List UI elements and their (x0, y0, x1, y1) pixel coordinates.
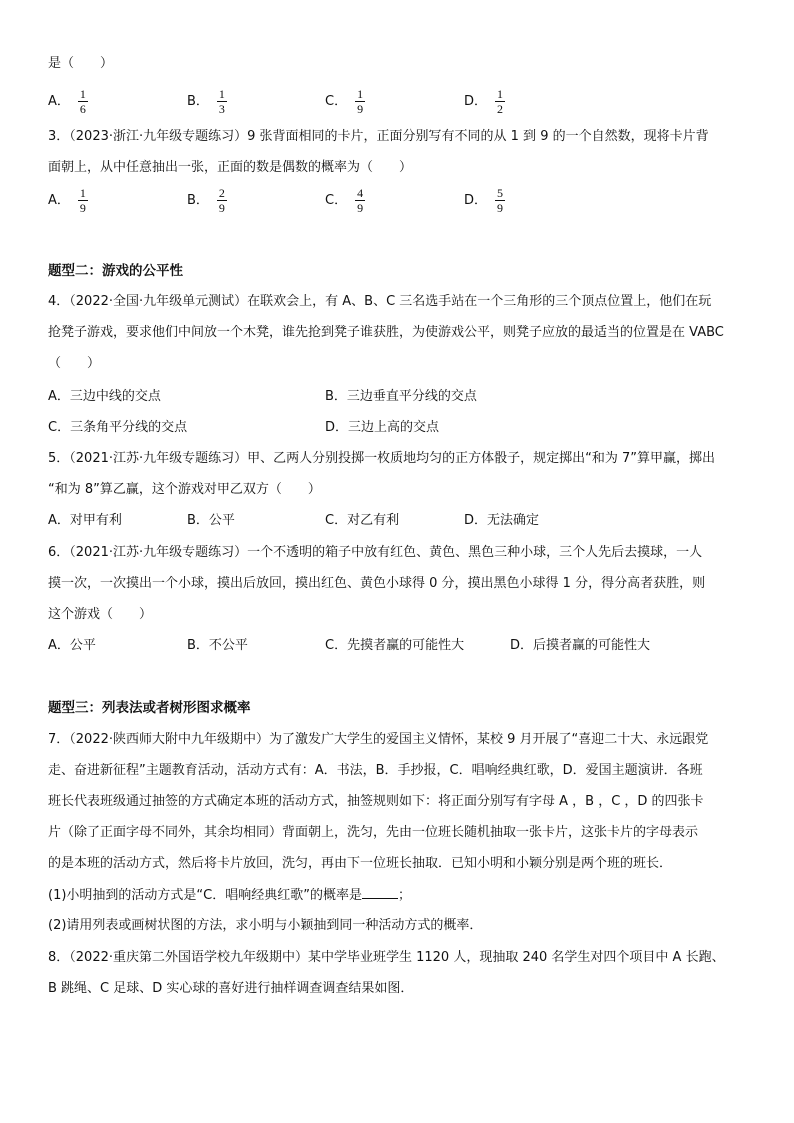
fraction: $\frac{4}{9}$ (357, 186, 364, 215)
q7-sub1-text: (1)小明抽到的活动方式是“C．唱响经典红歌”的概率是 (48, 888, 362, 903)
q6-option-b: B．不公平 (187, 638, 248, 653)
option-label: C． (325, 93, 348, 109)
q6-stem-line-2: 摸一次，一次摸出一个小球，摸出后放回，摸出红色、黄色小球得 0 分，摸出黑色小球得 1 分，得分高者获胜，则 (48, 576, 706, 591)
question-2-tail: 是（ ） (48, 56, 114, 71)
q4-stem-line-2: 抢凳子游戏，要求他们中间放一个木凳，谁先抢到凳子谁获胜，为使游戏公平，则凳子应放的最适当的位置是在 VABC (48, 325, 724, 340)
q5-option-b: B．公平 (187, 513, 235, 528)
q2-option-b (187, 88, 227, 115)
fraction: $\frac{1}{9}$ (79, 186, 86, 215)
q2-option-c (325, 88, 365, 115)
q7-stem-line-3: 班长代表班级通过抽签的方式确定本班的活动方式，抽签规则如下：将正面分别写有字母 A ，B ，C ，D 的四张卡 (48, 794, 704, 809)
option-label: A． (48, 93, 70, 109)
fraction: $\frac{2}{9}$ (218, 186, 225, 215)
option-label: B． (187, 192, 209, 208)
q5-option-c: C．对乙有利 (325, 513, 400, 528)
option-label: D． (464, 192, 488, 208)
q6-stem-line-1: 6．（2021·江苏·九年级专题练习）一个不透明的箱子中放有红色、黄色、黑色三种小球，三个人先后去摸球，一人 (48, 545, 703, 560)
q3-option-c (325, 187, 365, 214)
q7-stem-line-2: 走、奋进新征程”主题教育活动，活动方式有：A．书法，B．手抄报，C．唱响经典红歌，D．爱国主题演讲．各班 (48, 763, 703, 778)
q2-option-d (464, 88, 505, 115)
option-label: D． (464, 93, 488, 109)
q7-stem-line-1: 7．（2022·陕西师大附中九年级期中）为了激发广大学生的爱国主义情怀，某校 9 月开展了“喜迎二十大、永远跟党 (48, 732, 709, 747)
q4-stem-line-3: （ ） (48, 356, 101, 371)
q3-option-b (187, 187, 227, 214)
q8-stem-line-1: 8．（2022·重庆第二外国语学校九年级期中）某中学毕业班学生 1120 人，现抽取 240 名学生对四个项目中 A 长跑、 (48, 950, 725, 965)
answer-blank (362, 886, 398, 899)
section-heading-3: 题型三：列表法或者树形图求概率 (48, 700, 251, 716)
q3-option-d (464, 187, 505, 214)
q7-subquestion-2: (2)请用列表或画树状图的方法，求小明与小颖抽到同一种活动方式的概率． (48, 918, 483, 933)
q7-stem-line-5: 的是本班的活动方式，然后将卡片放回，洗匀，再由下一位班长抽取．已知小明和小颖分别是两个班的班长． (48, 856, 673, 871)
q6-option-d: D．后摸者赢的可能性大 (510, 638, 651, 653)
q4-option-c: C．三条角平分线的交点 (48, 420, 188, 435)
fraction: $\frac{5}{9}$ (497, 186, 504, 215)
q2-option-a (48, 88, 88, 115)
q5-option-a: A．对甲有利 (48, 513, 122, 528)
q6-option-c: C．先摸者赢的可能性大 (325, 638, 465, 653)
fraction: $\frac{1}{3}$ (218, 87, 225, 116)
fraction: $\frac{1}{6}$ (79, 87, 86, 116)
q3-stem-line-2: 面朝上，从中任意抽出一张，正面的数是偶数的概率为（ ） (48, 160, 413, 175)
fraction: $\frac{1}{2}$ (497, 87, 504, 116)
option-label: C． (325, 192, 348, 208)
q7-sub1-end: ； (397, 888, 411, 903)
q3-option-a (48, 187, 88, 214)
option-label: B． (187, 93, 209, 109)
q5-stem-line-1: 5．（2021·江苏·九年级专题练习）甲、乙两人分别投掷一枚质地均匀的正方体骰子，规定掷出“和为 7”算甲赢，掷出 (48, 451, 715, 466)
option-label: A． (48, 192, 70, 208)
q4-stem-line-1: 4．（2022·全国·九年级单元测试）在联欢会上，有 A、B、C 三名选手站在一个三角形的三个顶点位置上，他们在玩 (48, 294, 712, 309)
q4-option-a: A．三边中线的交点 (48, 389, 161, 404)
q4-option-d: D．三边上高的交点 (325, 420, 440, 435)
q3-stem-line-1: 3．（2023·浙江·九年级专题练习）9 张背面相同的卡片，正面分别写有不同的从 1 到 9 的一个自然数，现将卡片背 (48, 129, 709, 144)
q7-subquestion-1 (48, 886, 411, 905)
q5-stem-line-2: “和为 8”算乙赢，这个游戏对甲乙双方（ ） (48, 482, 321, 497)
q6-option-a: A．公平 (48, 638, 96, 653)
q8-stem-line-2: B 跳绳、C 足球、D 实心球的喜好进行抽样调查调查结果如图． (48, 981, 414, 996)
q7-stem-line-4: 片（除了正面字母不同外，其余均相同）背面朝上，洗匀，先由一位班长随机抽取一张卡片，这张卡片的字母表示 (48, 825, 699, 840)
q6-stem-line-3: 这个游戏（ ） (48, 607, 153, 622)
q5-option-d: D．无法确定 (464, 513, 540, 528)
q4-option-b: B．三边垂直平分线的交点 (325, 389, 477, 404)
fraction: $\frac{1}{9}$ (357, 87, 364, 116)
section-heading-2: 题型二：游戏的公平性 (48, 263, 183, 279)
